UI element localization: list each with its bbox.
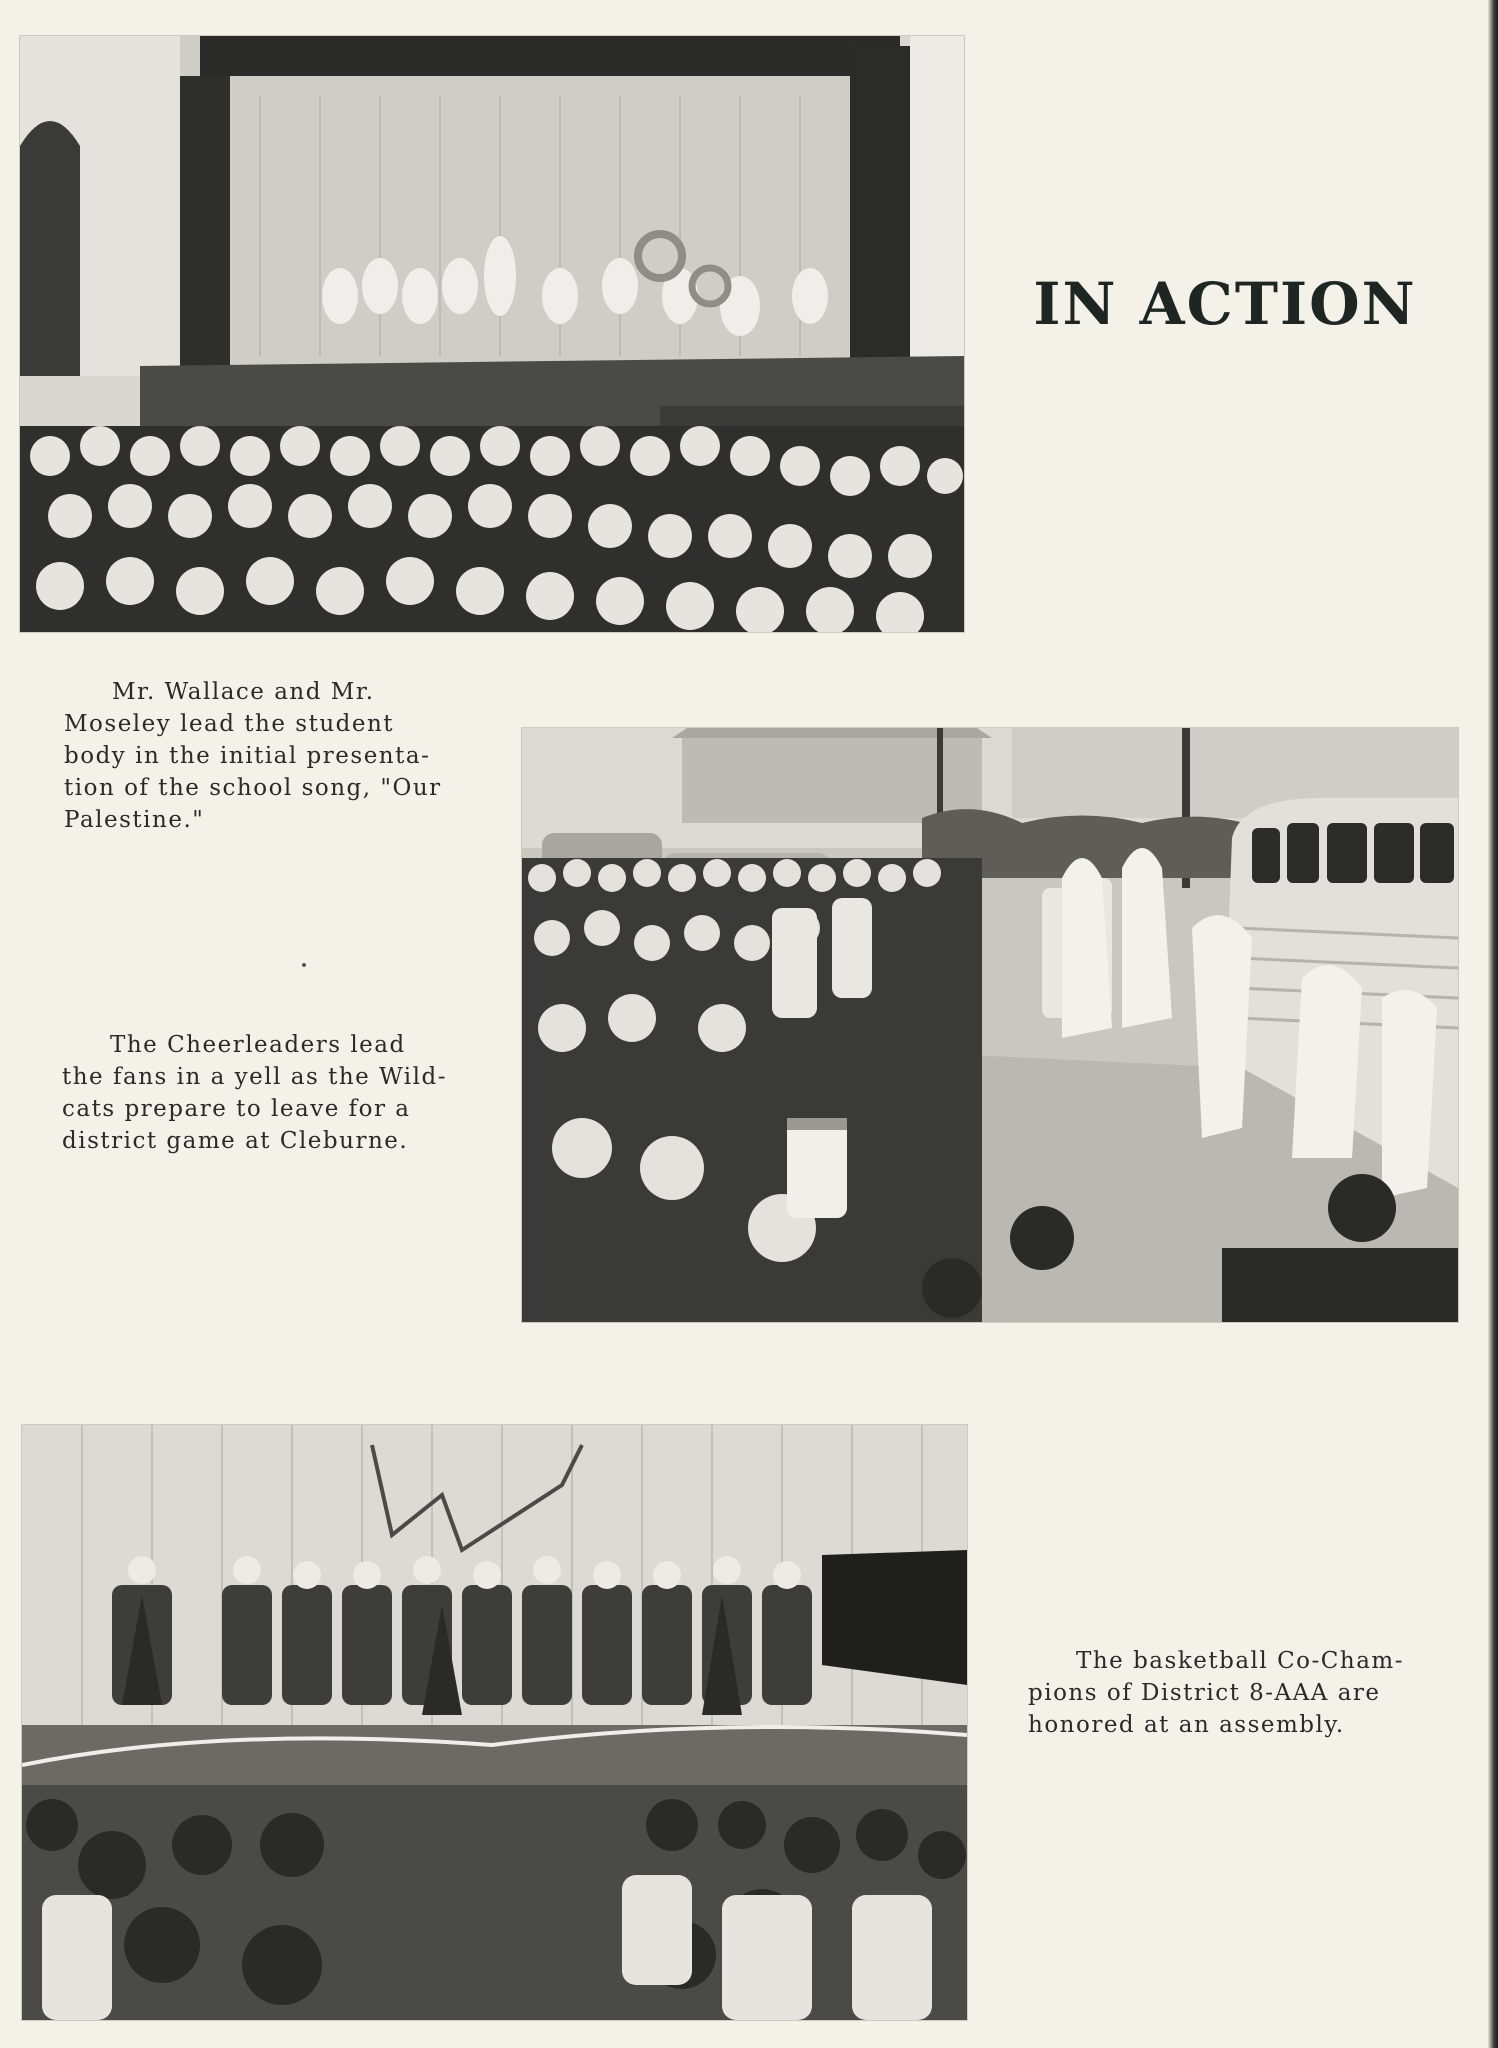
caption-line: Palestine." bbox=[64, 807, 205, 833]
caption-line: tion of the school song, "Our bbox=[64, 775, 442, 801]
caption-line: Mr. Wallace and Mr. bbox=[112, 679, 375, 705]
page-edge bbox=[1488, 0, 1498, 2048]
caption-band bbox=[64, 676, 454, 836]
caption-line: cats prepare to leave for a bbox=[62, 1096, 411, 1122]
caption-line: honored at an assembly. bbox=[1028, 1712, 1345, 1738]
caption-line: body in the initial presenta- bbox=[64, 743, 431, 769]
photo-assembly bbox=[22, 1425, 967, 2020]
caption-line: district game at Cleburne. bbox=[62, 1128, 409, 1154]
page-title: IN ACTION bbox=[1033, 270, 1417, 338]
caption-line: Moseley lead the student bbox=[64, 711, 395, 737]
caption-line: pions of District 8-AAA are bbox=[1028, 1680, 1381, 1706]
photo-band-on-stage bbox=[20, 36, 964, 632]
caption-cheerleaders bbox=[62, 1029, 454, 1157]
caption-line: The Cheerleaders lead bbox=[110, 1032, 406, 1058]
photo-cheerleaders bbox=[522, 728, 1458, 1322]
print-speck bbox=[302, 963, 306, 967]
caption-line: the fans in a yell as the Wild- bbox=[62, 1064, 448, 1090]
caption-line: The basketball Co-Cham- bbox=[1076, 1648, 1404, 1674]
caption-assembly bbox=[1028, 1645, 1428, 1741]
